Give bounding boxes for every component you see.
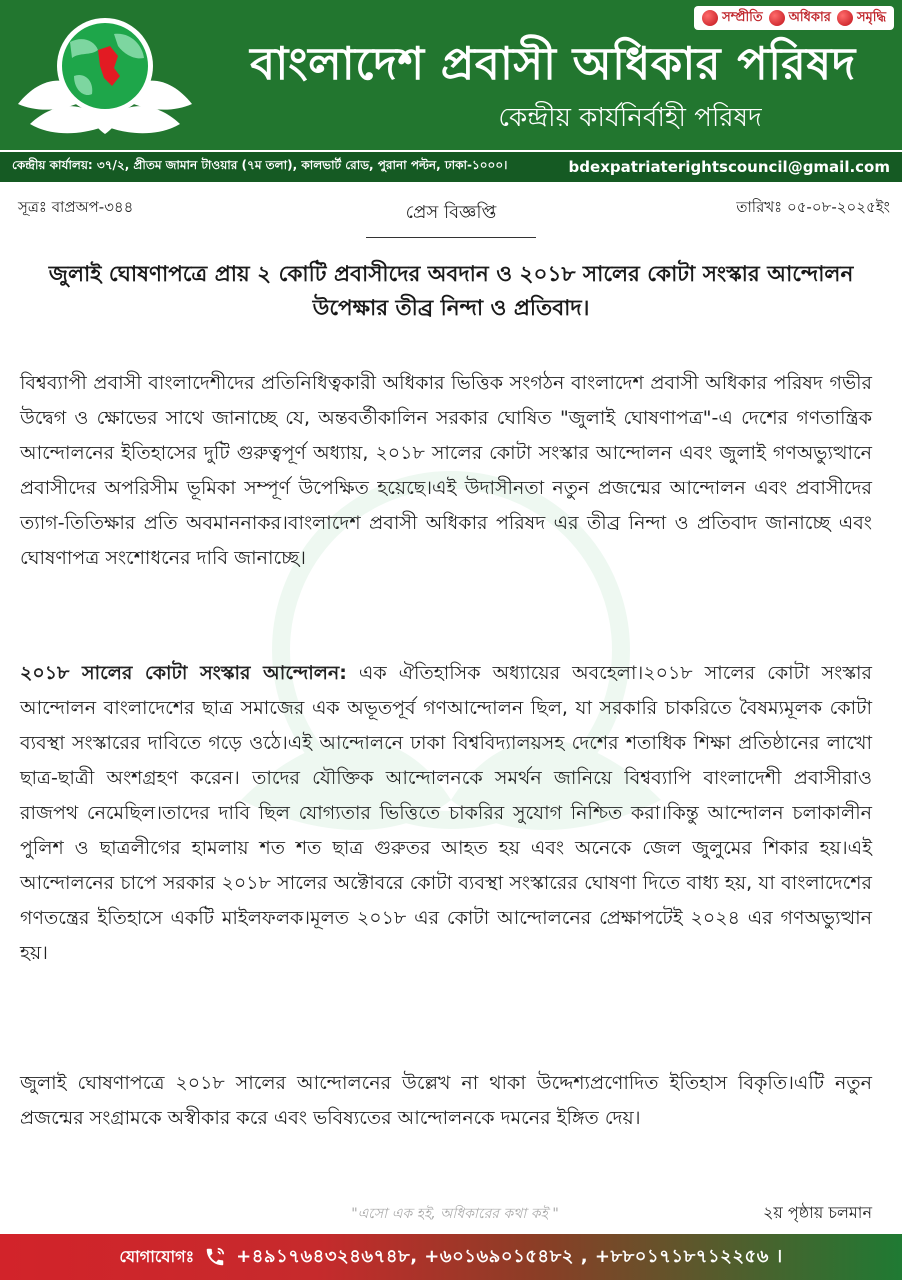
organization-subtitle: কেন্দ্রীয় কার্যনির্বাহী পরিষদ (498, 103, 762, 133)
globe-logo-icon (10, 6, 200, 144)
contact-phone-numbers: +৪৯১৭৬৪৩২৪৬৭৪৮, +৬০১৬৯০১৫৪৮২ , +৮৮০১৭১৮৭১২২৫৬ । (236, 1245, 783, 1267)
reference-number: সূত্রঃ বাপ্রঅপ-৩৪৪ (18, 198, 134, 216)
press-headline: জুলাই ঘোষণাপত্রে প্রায় ২ কোটি প্রবাসীদের অবদান ও ২০১৮ সালের কোটা সংস্কার আন্দোলন উপেক্ষার তীব্র নিন্দা ও প্রতিবাদ। (48, 262, 854, 321)
paragraph-lead-heading: ২০১৮ সালের কোটা সংস্কার আন্দোলন: (20, 662, 347, 684)
red-dot-icon (702, 10, 718, 26)
paragraph-text: এক ঐতিহাসিক অধ্যায়ের অবহেলা।২০১৮ সালের কোটা সংস্কার আন্দোলন বাংলাদেশের ছাত্র সমাজের এক অভূতপূর্ব গণআন্দোলন ছিল, যা সরকারি চাকরিতে বৈষম্যমূলক কোটা ব্যবস্থা সংস্কারের দাবিতে গড়ে ওঠে।এই আন্দোলনে ঢাকা বিশ্ববিদ্যালয়সহ দেশের শতাধিক শিক্ষা প্রতিষ্ঠানের লাখো ছাত্র-ছাত্রী অংশগ্রহণ করেন। তাদের যৌক্তিক আন্দোলনকে সমর্থন জানিয়ে বিশ্বব্যাপি বাংলাদেশী প্রবাসীরাও রাজপথ নেমেছিল।তাদের দাবি ছিল যোগ্যতার ভিত্তিতে চাকরির সুযোগ নিশ্চিত করা।কিন্তু আন্দোলন চলাকালীন পুলিশ ও ছাত্রলীগের হামলায় শত শত ছাত্র গুরুতর আহত হয় এবং অনেকে জেল জুলুমের শিকার হয়।এই আন্দোলনের চাপে সরকার ২০১৮ সালের অক্টোবরে কোটা ব্যবস্থা সংস্কারের ঘোষণা দিতে বাধ্য হয়, যা বাংলাদেশের গণতন্ত্রের ইতিহাসে একটি মাইলফলক।মূলত ২০১৮ এর কোটা আন্দোলনের প্রেক্ষাপটেই ২০২৪ এর গণঅভ্যুত্থান হয়। (20, 662, 872, 964)
email-address: bdexpatriaterightscouncil@gmail.com (568, 158, 890, 176)
document-date: তারিখঃ ০৫-০৮-২০২৫ইং (736, 198, 890, 216)
phone-icon (204, 1246, 226, 1268)
letterhead-header (0, 0, 902, 150)
red-dot-icon (837, 10, 853, 26)
red-dot-icon (769, 10, 785, 26)
motto-tag: অধিকার (769, 8, 831, 29)
office-address: কেন্দ্রীয় কার্যালয়: ৩৭/২, প্রীতম জামান টাওয়ার (৭ম তলা), কালভার্ট রোড, পুরানা পল্টন, ঢাকা-১০০০। (12, 158, 508, 172)
motto-tags (694, 6, 894, 30)
contact-label: যোগাযোগঃ (119, 1246, 195, 1266)
motto-tag: সমৃদ্ধি (837, 8, 886, 29)
body-paragraph-2 (20, 656, 872, 971)
contact-bar (0, 1234, 902, 1280)
body-paragraph-1: বিশ্বব্যাপী প্রবাসী বাংলাদেশীদের প্রতিনিধিত্বকারী অধিকার ভিত্তিক সংগঠন বাংলাদেশ প্রবাসী অধিকার পরিষদ গভীর উদ্বেগ ও ক্ষোভের সাথে জানাচ্ছে যে, অন্তবর্তীকালিন সরকার ঘোষিত "জুলাই ঘোষণাপত্র"-এ দেশের গণতান্ত্রিক আন্দোলনের ইতিহাসের দুটি গুরুত্বপূর্ণ অধ্যায়, ২০১৮ সালের কোটা সংস্কার আন্দোলন এবং জুলাই গণঅভ্যুত্থানে প্রবাসীদের অপরিসীম ভূমিকা সম্পূর্ণ উপেক্ষিত হয়েছে।এই উদাসীনতা নতুন প্রজন্মের আন্দোলন এবং প্রবাসীদের ত্যাগ-তিতিক্ষার প্রতি অবমাননাকর।বাংলাদেশ প্রবাসী অধিকার পরিষদ এর তীব্র নিন্দা ও প্রতিবাদ জানাচ্ছে এবং ঘোষণাপত্র সংশোধনের দাবি জানাচ্ছে। (20, 372, 872, 569)
slogan: "এসো এক হই, অধিকারের কথা কই " (351, 1206, 559, 1222)
document-type-heading: প্রেস বিজ্ঞপ্তি (366, 198, 536, 238)
motto-tag: সম্প্রীতি (702, 8, 763, 29)
organization-title: বাংলাদেশ প্রবাসী অধিকার পরিষদ (250, 37, 856, 90)
address-bar (0, 150, 902, 182)
continued-note: ২য় পৃষ্ঠায় চলমান (763, 1203, 872, 1222)
body-paragraph-3: জুলাই ঘোষণাপত্রে ২০১৮ সালের আন্দোলনের উল্লেখ না থাকা উদ্দেশ্যপ্রণোদিত ইতিহাস বিকৃতি।এটি নতুন প্রজন্মের সংগ্রামকে অস্বীকার করে এবং ভবিষ্যতের আন্দোলনকে দমনের ইঙ্গিত দেয়। (20, 1072, 872, 1129)
